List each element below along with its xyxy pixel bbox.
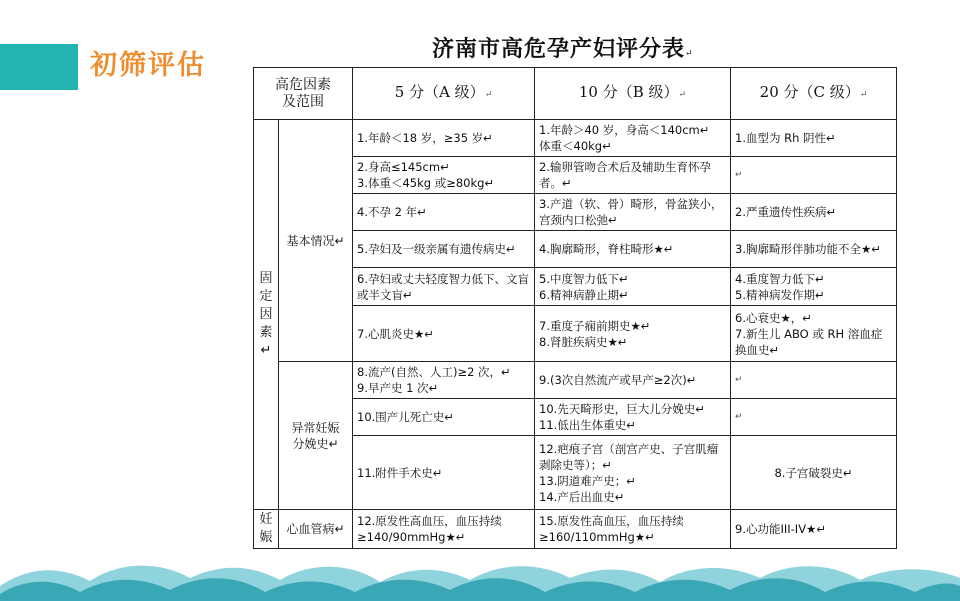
category-char: 因	[259, 306, 273, 322]
cell-b: 4.胸廓畸形，脊柱畸形★↵	[535, 231, 731, 268]
subcategory-abnormal-history	[279, 362, 353, 510]
cell-b-line: 14.产后出血史↵	[539, 489, 625, 504]
cell-c-line: 4.重度智力低下↵	[735, 271, 825, 286]
cell-a-line: 3.体重＜45kg 或≥80kg↵	[357, 176, 495, 190]
subcategory-line: 分娩史↵	[292, 436, 339, 451]
cell-c	[731, 268, 897, 306]
cell-b: 9.(3次自然流产或早产≥2次)↵	[535, 362, 731, 399]
cell-c: 1.血型为 Rh 阴性↵	[731, 120, 897, 157]
cell-a: 7.心肌炎史★↵	[353, 306, 535, 362]
paragraph-mark: ↵	[484, 90, 493, 100]
subcategory-basic: 基本情况↵	[279, 120, 353, 362]
subcategory-cardiovascular: 心血管病↵	[279, 510, 353, 549]
category-char: 妊	[259, 512, 273, 527]
header-factor-line1: 高危因素	[275, 76, 331, 93]
cell-b	[535, 436, 731, 510]
cell-b-line: 体重＜40kg↵	[539, 139, 612, 153]
decorative-waves	[0, 556, 960, 601]
paragraph-mark: ↵	[859, 90, 868, 100]
category-pregnancy	[254, 510, 279, 549]
cell-b-line: 11.低出生体重史↵	[539, 418, 636, 432]
cell-a	[353, 157, 535, 194]
cell-b	[535, 306, 731, 362]
cell-c: 3.胸廓畸形伴肺功能不全★↵	[731, 231, 897, 268]
category-fixed-factors	[254, 120, 279, 510]
table-row	[254, 510, 897, 549]
cell-c: 9.心功能III-IV★↵	[731, 510, 897, 549]
cell-c: ↵	[731, 157, 897, 194]
accent-bar	[0, 44, 78, 90]
cell-b-line: 1.年龄＞40 岁，身高＜140cm↵	[539, 123, 710, 137]
header-grade-b	[535, 68, 731, 120]
category-char: 固	[259, 270, 273, 286]
cell-a-line: 8.流产(自然、人工)≥2 次，↵	[357, 365, 511, 379]
header-grade-c	[731, 68, 897, 120]
document-title-text: 济南市高危孕产妇评分表	[432, 36, 686, 62]
cell-c	[731, 306, 897, 362]
cell-b-line: 5.中度智力低下↵	[539, 271, 629, 286]
cell-c-line: 7.新生儿 ABO 或 RH 溶血症换血史↵	[735, 326, 883, 357]
cell-b	[535, 120, 731, 157]
cell-a: 4.不孕 2 年↵	[353, 194, 535, 231]
cell-b	[535, 399, 731, 436]
cell-a: 5.孕妇及一级亲属有遗传病史↵	[353, 231, 535, 268]
table-header-row	[254, 68, 897, 120]
cell-b-line: 12.疤痕子宫（剖宫产史、子宫肌瘤剥除史等）；↵	[539, 441, 719, 472]
cell-b: 2.输卵管吻合术后及辅助生育怀孕者。↵	[535, 157, 731, 194]
category-char: 娠	[259, 530, 273, 545]
subcategory-line: 异常妊娠	[291, 420, 340, 435]
header-grade-b-label: 10 分（B 级）	[578, 83, 679, 101]
cell-c: ↵	[731, 399, 897, 436]
cell-b: 15.原发性高血压，血压持续≥160/110mmHg★↵	[535, 510, 731, 549]
header-grade-a-label: 5 分（A 级）	[394, 83, 485, 101]
cell-a-line: 2.身高≤145cm↵	[357, 160, 450, 174]
cell-a: 11.附件手术史↵	[353, 436, 535, 510]
cell-c: 8.子宫破裂史↵	[731, 436, 897, 510]
header-factor-line2: 及范围	[282, 93, 324, 110]
cell-b	[535, 268, 731, 306]
cell-b-line: 10.先天畸形史，巨大儿分娩史↵	[539, 402, 705, 416]
cell-b: 3.产道（软、骨）畸形，骨盆狭小，宫颈内口松弛↵	[535, 194, 731, 231]
risk-score-table	[253, 67, 897, 549]
cell-a: 1.年龄＜18 岁，≥35 岁↵	[353, 120, 535, 157]
header-grade-c-label: 20 分（C 级）	[759, 83, 860, 101]
document-title	[432, 32, 694, 63]
table-row	[254, 120, 897, 157]
cell-b-line: 7.重度子痫前期史★↵	[539, 318, 651, 333]
category-char: 素↵	[259, 324, 273, 358]
cell-a: 6.孕妇或丈夫轻度智力低下、文盲或半文盲↵	[353, 268, 535, 306]
cell-a: 10.围产儿死亡史↵	[353, 399, 535, 436]
header-factor	[254, 68, 353, 120]
table-row	[254, 362, 897, 399]
cell-c: 2.严重遗传性疾病↵	[731, 194, 897, 231]
paragraph-mark: ↵	[678, 90, 687, 100]
cell-a: 12.原发性高血压，血压持续≥140/90mmHg★↵	[353, 510, 535, 549]
cell-a	[353, 362, 535, 399]
cell-b-line: 8.肾脏疾病史★↵	[539, 334, 628, 349]
cell-c: ↵	[731, 362, 897, 399]
cell-b-line: 6.精神病静止期↵	[539, 287, 629, 302]
cell-b-line: 13.阴道难产史；↵	[539, 473, 636, 488]
header-grade-a	[353, 68, 535, 120]
cell-c-line: 5.精神病发作期↵	[735, 287, 825, 302]
paragraph-mark: ↵	[685, 49, 694, 59]
cell-a-line: 9.早产史 1 次↵	[357, 381, 439, 395]
cell-c-line: 6.心衰史★，↵	[735, 310, 812, 325]
category-char: 定	[259, 288, 273, 304]
section-title: 初筛评估	[90, 50, 206, 81]
